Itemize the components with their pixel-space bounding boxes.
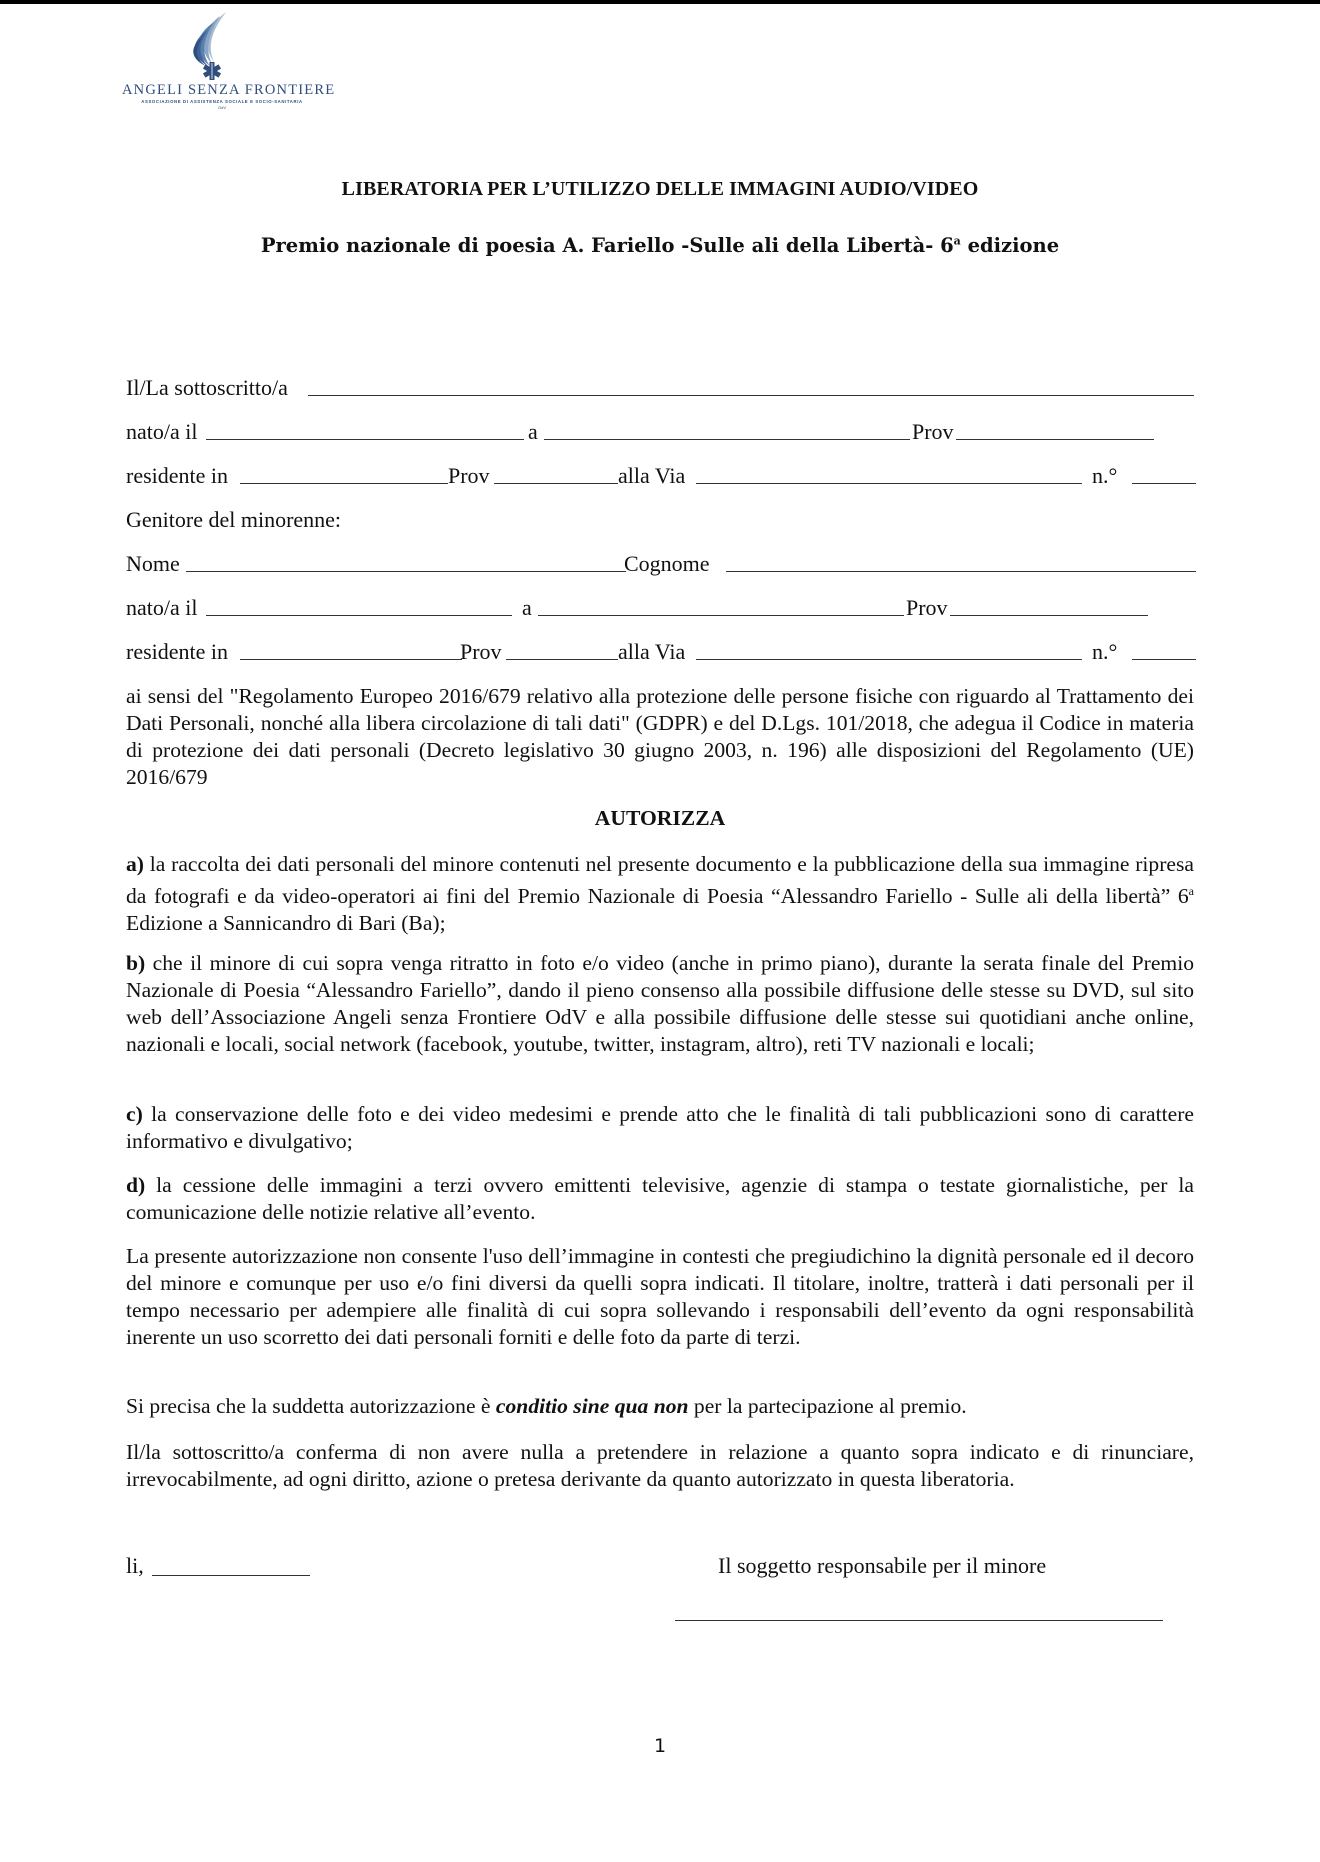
subtitle-end: edizione: [960, 234, 1060, 257]
authorization-item-a: [126, 851, 1194, 937]
form-row-nato: [126, 418, 1196, 446]
nome-field[interactable]: [186, 571, 626, 572]
item-text: la cessione delle immagini a terzi ovvero emittenti televisive, agenzie di stampa o testate giornalistiche, per la comunicazione delle notizie relative all’evento.: [126, 1173, 1194, 1224]
page-number: 1: [653, 1735, 667, 1757]
authorization-item-c: [126, 1101, 1194, 1155]
document-title: LIBERATORIA PER L’UTILIZZO DELLE IMMAGINI AUDIO/VIDEO: [341, 178, 979, 200]
nato-prov-label: Prov: [912, 419, 954, 444]
item-marker: a): [126, 852, 144, 876]
minore-nato-prov-label: Prov: [906, 595, 948, 620]
form-row-residente: [126, 462, 1216, 490]
minore-alla-via-label: alla Via: [618, 639, 686, 664]
minore-nato-il-label: nato/a il: [126, 595, 198, 620]
form-row-minore-nato: [126, 594, 1196, 622]
responsible-label: Il soggetto responsabile per il minore: [718, 1553, 1047, 1578]
minore-nato-prov-field[interactable]: [950, 615, 1148, 616]
numero-field[interactable]: [1132, 483, 1196, 484]
nato-il-label: nato/a il: [126, 419, 198, 444]
minore-nato-a-field[interactable]: [538, 615, 904, 616]
nato-il-field[interactable]: [206, 439, 524, 440]
minore-residente-prov-field[interactable]: [506, 659, 618, 660]
minore-nato-il-field[interactable]: [206, 615, 512, 616]
subtitle-text: Premio nazionale di poesia A. Fariello -Sulle ali della Libertà- 6: [260, 234, 954, 257]
item-marker: d): [126, 1173, 146, 1197]
form-row-nome: [126, 550, 1216, 578]
residente-prov-label: Prov: [448, 463, 490, 488]
condition-text: Si precisa che la suddetta autorizzazione è: [126, 1394, 496, 1418]
minore-residente-prov-label: Prov: [460, 639, 502, 664]
minore-residente-field[interactable]: [240, 659, 462, 660]
minore-via-field[interactable]: [696, 659, 1082, 660]
star-of-life-icon: [203, 62, 221, 80]
organization-logo: [122, 4, 336, 110]
sottoscritto-label: Il/La sottoscritto/a: [126, 375, 288, 400]
waiver-paragraph: Il/la sottoscritto/a conferma di non avere nulla a pretendere in relazione a quanto sopra indicato e di rinunciare, irrevocabilmente, ad ogni diritto, azione o pretesa derivante da quanto autorizzato in questa liberatoria.: [126, 1440, 1194, 1491]
nato-a-label: a: [528, 419, 538, 444]
genitore-label-row: [126, 506, 726, 534]
place-date-field[interactable]: [152, 1575, 310, 1576]
residente-label: residente in: [126, 463, 229, 488]
minore-residente-label: residente in: [126, 639, 229, 664]
signature-field[interactable]: [675, 1620, 1163, 1621]
genitore-label: Genitore del minorenne:: [126, 507, 342, 532]
via-field[interactable]: [696, 483, 1082, 484]
limits-paragraph: La presente autorizzazione non consente l'uso dell’immagine in contesti che pregiudichino la dignità personale ed il decoro del minore e comunque per uso e/o fini diversi da quelli sopra indicati. Il titolare, inoltre, tratterà i dati personali per il tempo necessario per adempiere alle finalità di cui sopra sollevando i responsabili dell’evento da ogni responsabilità inerente un uso scorretto dei dati personali forniti e delle foto da parte di terzi.: [126, 1244, 1194, 1349]
item-text-end: Edizione a Sannicandro di Bari (Ba);: [126, 911, 446, 936]
item-text: che il minore di cui sopra venga ritratto in foto e/o video (anche in primo piano), durante la serata finale del Premio Nazionale di Poesia “Alessandro Fariello”, dando il pieno consenso alla possibile diffusione delle stesse su DVD, sul sito web dell’Associazione Angeli senza Frontiere OdV e alla possibile diffusione delle stesse sui quotidiani anche online, nazionali e locali, social network (facebook, youtube, twitter, instagram, altro), reti TV nazionali e locali;: [126, 951, 1194, 1056]
nato-a-field[interactable]: [544, 439, 910, 440]
subtitle-superscript: a: [953, 234, 961, 248]
cognome-field[interactable]: [726, 571, 1196, 572]
logo-subtitle: ASSOCIAZIONE DI ASSISTENZA SOCIALE E SOCIO-SANITARIA: [141, 99, 303, 104]
cognome-label: Cognome: [624, 551, 710, 576]
gdpr-paragraph: ai sensi del "Regolamento Europeo 2016/679 relativo alla protezione delle persone fisiche con riguardo al Trattamento dei Dati Personali, nonché alla libera circolazione di tali dati" (GDPR) e del D.Lgs. 101/2018, che adegua il Codice in materia di protezione dei dati personali (Decreto legislativo 30 giugno 2003, n. 196) alle disposizioni del Regolamento (UE) 2016/679: [126, 684, 1194, 789]
logo-name: ANGELI SENZA FRONTIERE: [122, 82, 336, 98]
minore-numero-label: n.°: [1092, 639, 1118, 664]
item-marker: b): [126, 951, 146, 975]
nato-prov-field[interactable]: [956, 439, 1154, 440]
minore-nato-a-label: a: [522, 595, 532, 620]
sottoscritto-field[interactable]: [308, 395, 1194, 396]
document-subtitle: [0, 234, 1320, 257]
item-text: la raccolta dei dati personali del minore contenuti nel presente documento e la pubblicazione della sua immagine ripresa da fotografi e da video-operatori ai fini del Premio Nazionale di Poesia “Alessandro Fariello - Sulle ali della libertà” 6: [126, 852, 1194, 909]
angel-wing-icon: [122, 4, 322, 84]
condition-paragraph: [126, 1393, 1194, 1420]
residente-field[interactable]: [240, 483, 448, 484]
form-row-sottoscritto: [126, 374, 1196, 402]
authorization-item-b: [126, 950, 1194, 1058]
item-marker: c): [126, 1102, 143, 1126]
autorizza-heading: AUTORIZZA: [594, 806, 726, 830]
alla-via-label: alla Via: [618, 463, 686, 488]
logo-odv: OdV: [217, 105, 226, 110]
item-text: la conservazione delle foto e dei video medesimi e prende atto che le finalità di tali pubblicazioni sono di carattere informativo e divulgativo;: [126, 1102, 1194, 1153]
minore-numero-field[interactable]: [1132, 659, 1196, 660]
condition-emphasis: conditio sine qua non: [495, 1394, 689, 1418]
place-label: li,: [126, 1553, 144, 1578]
residente-prov-field[interactable]: [494, 483, 618, 484]
form-row-minore-residente: [126, 638, 1216, 666]
condition-text-end: per la partecipazione al premio.: [688, 1394, 967, 1418]
numero-label: n.°: [1092, 463, 1118, 488]
authorization-item-d: [126, 1172, 1194, 1226]
item-superscript: a: [1188, 884, 1194, 898]
nome-label: Nome: [126, 551, 180, 576]
